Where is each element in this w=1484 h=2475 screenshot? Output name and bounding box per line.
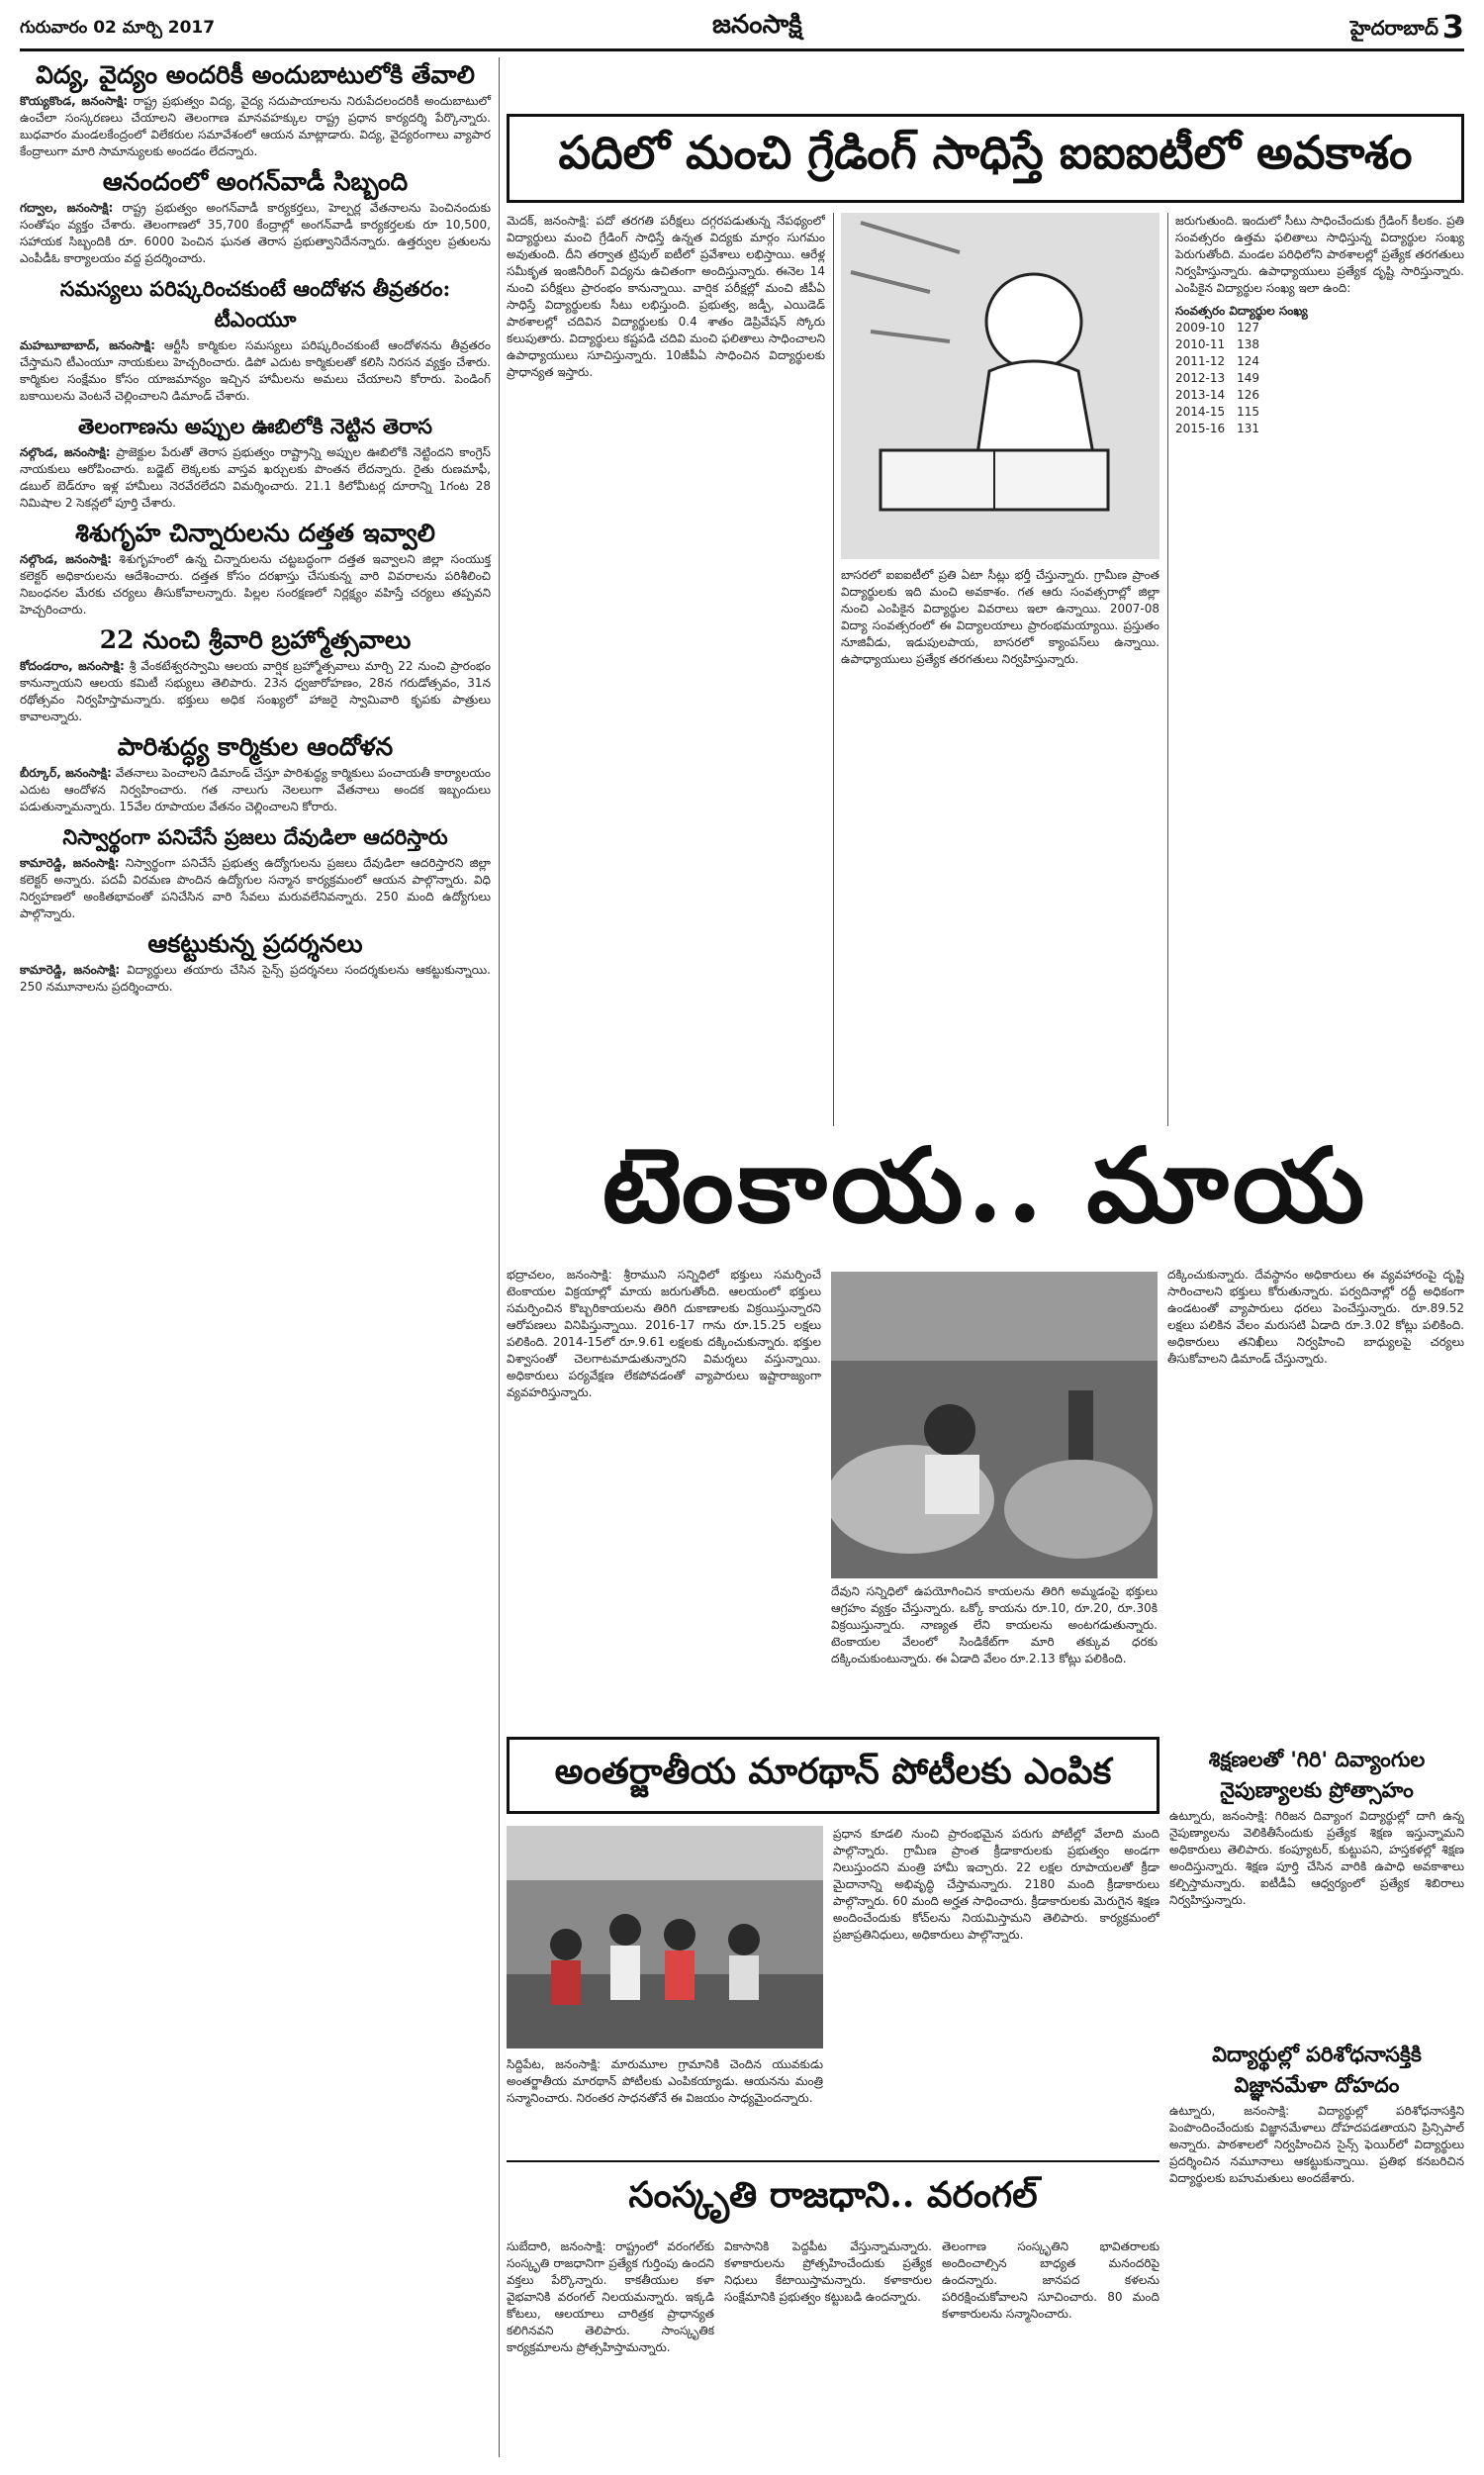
divyang-headline: శిక్షణలతో 'గిరి' దివ్యాంగుల నైపుణ్యాలకు ప్రోత్సాహం [1208, 1747, 1426, 1802]
science-story: విద్యార్థుల్లో పరిశోధనాసక్తికి విజ్ఞానమేళా దోహదం ఉట్నూరు, జనంసాక్షి: విద్యార్థుల్లో పరిశోధనాసక్తిని పెంపొందించేందుకు విజ్ఞానమేళాలు దోహదపడతాయని ప్రిన్సిపాల్ అన్నారు. పాఠశాలలో నిర్వహించిన సైన్స్ ఫెయిర్‌లో విద్యార్థులు ప్రదర్శించిన నమూనాలు ఆకట్టుకున్నాయి. ప్రతిభ కనబరిచిన విద్యార్థులకు బహుమతులు అందజేశారు. [1169, 2037, 1464, 2462]
left-story-headline: ఆకట్టుకున్న ప్రదర్శనలు [147, 929, 363, 958]
coconut-column-3: దక్కించుకున్నారు. దేవస్థానం అధికారులు ఈ వ్యవహారంపై దృష్టి సారించాలని భక్తులు కోరుతున్నారు. పర్వదినాల్లో రద్దీ అధికంగా ఉండటంతో వ్యాపారులు ధరలు పెంచేస్తున్నారు. రూ.89.52 లక్షలు పలికిన వేలం మరుసటి ఏడాది రూ.3.02 కోట్లు పలికింది. అధికారులు తనిఖీలు నిర్వహించి బాధ్యులపై చర్యలు తీసుకోవాలని డిమాండ్ చేస్తున్నారు. [1167, 1268, 1464, 1366]
table-year: 2012-13 [1175, 371, 1226, 385]
left-story-body: ప్రాజెక్టుల పేరుతో తెరాస ప్రభుత్వం రాష్ట్రాన్ని అప్పుల ఊబిలోకి నెట్టిందని కాంగ్రెస్ నాయకులు ఆరోపించారు. బడ్జెట్ లెక్కలకు వాస్తవ ఖర్చులకు పొంతన లేదన్నారు. రైతు రుణమాఫీ, డబుల్ బెడ్‌రూం ఇళ్ల హామీలు నెరవేరలేదని విమర్శించారు. 21.1 కిలోమీటర్ల దూరాన్ని 1గంట 28 నిమిషాల 2 సెకన్లలో పూర్తి చేశారు. [20, 445, 491, 510]
left-story-body: శ్రీ వేంకటేశ్వరస్వామి ఆలయ వార్షిక బ్రహ్మోత్సవాలు మార్చి 22 నుంచి ప్రారంభం కానున్నాయని ఆలయ కమిటీ సభ్యులు తెలిపారు. 23న ధ్వజారోహణం, 28న గరుడోత్సవం, 31న రథోత్సవం నిర్వహిస్తామన్నారు. భక్తులు అధిక సంఖ్యలో హాజరై స్వామివారి కృపకు పాత్రులు కావాలన్నారు. [20, 659, 491, 723]
warangal-headline-block [507, 2169, 1159, 2229]
left-story [20, 273, 491, 405]
left-story-body: వేతనాలు పెంచాలని డిమాండ్ చేస్తూ పారిశుద్ధ్య కార్మికులు పంచాయతీ కార్యాలయం ఎదుట ఆందోళన నిర్వహించారు. గత నాలుగు నెలలుగా వేతనాలు అందక ఇబ్బందులు పడుతున్నామన్నారు. 15వేల రూపాయల వేతనం చెల్లించాలని కోరారు. [20, 766, 491, 813]
left-story-body: ఆర్టీసీ కార్మికుల సమస్యలు పరిష్కరించకుంటే ఆందోళనను తీవ్రతరం చేస్తామని టీఎంయూ నాయకులు హెచ్చరించారు. డిపో ఎదుట కార్మికులతో కలిసి నిరసన వ్యక్తం చేశారు. కార్మికుల సంక్షేమం కోసం యాజమాన్యం ఇచ్చిన హామీలను అమలు చేయాలని కోరారు. పెండింగ్ బకాయిలను వెంటనే చెల్లించాలని డిమాండ్ చేశారు. [20, 338, 492, 403]
left-story-headline: నిస్వార్థంగా పనిచేసే ప్రజలు దేవుడిలా ఆదరిస్తారు [62, 824, 448, 849]
warangal-column-1: సుబేదారి, జనంసాక్షి: రాష్ట్రంలో వరంగల్‌కు సంస్కృతి రాజధానిగా ప్రత్యేక గుర్తింపు ఉందని వక్తలు పేర్కొన్నారు. కాకతీయుల కళా వైభవానికి వరంగల్ నిలయమన్నారు. ఇక్కడి కోటలు, ఆలయాలు చారిత్రక ప్రాధాన్యత కలిగినవని తెలిపారు. సాంస్కృతిక కార్యక్రమాలను ప్రోత్సహిస్తామన్నారు. [507, 2239, 714, 2354]
page-header [20, 8, 1464, 51]
left-story-headline: ఆనందంలో అంగన్‌వాడీ సిబ్బంది [102, 167, 409, 196]
left-story-dateline: నల్గొండ, జనంసాక్షి: [20, 445, 111, 459]
left-story [20, 821, 491, 922]
table-row [1175, 370, 1464, 387]
marathon-headline: అంతర్జాతీయ మారథాన్ పోటీలకు ఎంపిక [554, 1750, 1112, 1792]
marathon-body: ప్రధాన కూడలి నుంచి ప్రారంభమైన పరుగు పోటీల్లో వేలాది మంది పాల్గొన్నారు. గ్రామీణ ప్రాంత క్రీడాకారులకు ప్రభుత్వం అండగా నిలుస్తుందని మంత్రి హామీ ఇచ్చారు. 22 లక్షల రూపాయలతో క్రీడా మైదానాన్ని అభివృద్ధి చేస్తామన్నారు. 2180 మంది క్రీడాకారులు పాల్గొన్నారు. 60 మంది అర్హత సాధించారు. క్రీడాకారులకు మెరుగైన శిక్షణ అందించేందుకు కోచ్‌లను నియమిస్తామని తెలిపారు. కార్యక్రమంలో ప్రజాప్రతినిధులు, అధికారులు పాల్గొన్నారు. [833, 1827, 1159, 1942]
table-count: 115 [1237, 405, 1260, 419]
left-story [20, 411, 491, 512]
left-story [20, 624, 491, 725]
masthead-logo: జనంసాక్షి [712, 10, 802, 40]
table-row [1175, 404, 1464, 421]
left-story-dateline: కోదండరాం, జనంసాక్షి: [20, 659, 125, 673]
left-story-dateline: కామారెడ్డి, జనంసాక్షి: [20, 856, 120, 870]
coconut-headline: టెంకాయ.. మాయ [602, 1123, 1369, 1246]
left-story-body: విద్యార్థులు తయారు చేసిన సైన్స్ ప్రదర్శనలు సందర్శకులను ఆకట్టుకున్నాయి. 250 నమూనాలను ప్రదర్శించారు. [20, 963, 491, 994]
table-row [1175, 336, 1464, 353]
edition-city: హైదరాబాద్ [1349, 16, 1438, 40]
table-year: 2010-11 [1175, 337, 1226, 351]
table-year: 2009-10 [1175, 321, 1226, 334]
marathon-felicitation-photo [507, 1826, 823, 2048]
left-story-body: నిస్వార్థంగా పనిచేసే ప్రభుత్వ ఉద్యోగులను ప్రజలు దేవుడిలా ఆదరిస్తారని జిల్లా కలెక్టర్ అన్నారు. పదవీ విరమణ పొందిన ఉద్యోగుల సన్మాన కార్యక్రమంలో ఆయన పాల్గొన్నారు. విధి నిర్వహణలో అంకితభావంతో పనిచేసిన వారి సేవలు మరువలేనివన్నారు. 250 మంది ఉద్యోగులు పాల్గొన్నారు. [20, 856, 491, 920]
table-row [1175, 353, 1464, 370]
left-story-headline: 22 నుంచి శ్రీవారి బ్రహ్మోత్సవాలు [99, 625, 412, 654]
lead-column-3: జరుగుతుంది. ఇందులో సీటు సాధించేందుకు గ్రేడింగ్ కీలకం. ప్రతి సంవత్సరం ఉత్తమ ఫలితాలు సాధిస్తున్న విద్యార్థుల సంఖ్య పెరుగుతోంది. మండల పరిధిలోని పాఠశాలల్లో ప్రత్యేక తరగతులు నిర్వహిస్తున్నారు. ఉపాధ్యాయులు ప్రత్యేక దృష్టి సారిస్తున్నారు. ఎంపికైన విద్యార్థుల సంఖ్య ఇలా ఉంది: సంవత్సరం విద్యార్థుల సంఖ్య 2009-10 127 2010-11 138 2011-12 124 2012-13 149 2013-14 126 2014-15 115 2015-16 131 [1175, 214, 1464, 435]
left-story-dateline: గద్వాల, జనంసాక్షి: [20, 201, 114, 215]
left-story-headline: తెలంగాణను అప్పుల ఊబిలోకి నెట్టిన తెరాస [78, 414, 432, 438]
students-selected-table [1175, 320, 1464, 437]
lead-column-1: మెదక్, జనంసాక్షి: పదో తరగతి పరీక్షలు దగ్గరపడుతున్న నేపథ్యంలో విద్యార్థులు మంచి గ్రేడింగ్ సాధిస్తే ఉన్నత విద్యకు మార్గం సుగమం అవుతుంది. దీని తర్వాత ట్రిపుల్ ఐటీలో ప్రవేశాలు లభిస్తాయి. ఆరేళ్ల సమీకృత ఇంజినీరింగ్ విద్యను ఉచితంగా అందిస్తున్నారు. ఈనెల 14 నుంచి పరీక్షలు ప్రారంభం కానున్నాయి. వార్షిక పరీక్షల్లో మంచి జీపీఏ సాధిస్తే విద్యార్థులకు సీటు లభిస్తుంది. ప్రభుత్వ, జడ్పీ, ఎయిడెడ్ పాఠశాలల్లో చదివిన విద్యార్థులకు 0.4 శాతం డెప్రివేషన్ స్కోరు కలుపుతారు. విద్యార్థులు కష్టపడి చదివి మంచి ఫలితాలు సాధించాలని ఉపాధ్యాయులు సూచిస్తున్నారు. 10జీపీఏ సాధించిన విద్యార్థులకు ప్రాధాన్యత ఇస్తారు. [507, 214, 825, 379]
coconut-column-2: దేవుని సన్నిధిలో ఉపయోగించిన కాయలను తిరిగి అమ్మడంపై భక్తులు ఆగ్రహం వ్యక్తం చేస్తున్నారు. ఒక్కో కాయను రూ.10, రూ.20, రూ.30కి విక్రయిస్తున్నారు. నాణ్యత లేని కాయలను అంటగడుతున్నారు. టెంకాయల వేలంలో సిండికేట్‌గా మారి తక్కువ ధరకు దక్కించుకుంటున్నారు. ఈ ఏడాది వేలం రూ.2.13 కోట్లు పలికింది. [831, 1584, 1158, 1666]
table-year: 2013-14 [1175, 388, 1226, 402]
table-row [1175, 387, 1464, 404]
table-year: 2011-12 [1175, 354, 1226, 368]
table-row [1175, 320, 1464, 336]
left-story-dateline: బీర్కూర్, జనంసాక్షి: [20, 766, 112, 780]
left-story [20, 166, 491, 267]
table-year: 2015-16 [1175, 422, 1226, 435]
divyang-story: శిక్షణలతో 'గిరి' దివ్యాంగుల నైపుణ్యాలకు ప్రోత్సాహం ఉట్నూరు, జనంసాక్షి: గిరిజన దివ్యాంగ విద్యార్థుల్లో దాగి ఉన్న నైపుణ్యాలను వెలికితీసేందుకు ప్రత్యేక శిక్షణ ఇస్తున్నామని అధికారులు తెలిపారు. కంప్యూటర్, కుట్టుపని, హస్తకళల్లో శిక్షణ అందిస్తున్నారు. శిక్షణ పూర్తి చేసిన వారికి ఉపాధి అవకాశాలు కల్పిస్తామన్నారు. ఐటీడీఏ ఆధ్వర్యంలో ప్రత్యేక శిబిరాలు నిర్వహిస్తున్నారు. [1169, 1742, 1464, 2029]
left-story-headline: శిశుగృహ చిన్నారులను దత్తత ఇవ్వాలి [75, 519, 435, 547]
left-story-dateline: మహబూబాబాద్, జనంసాక్షి: [20, 338, 155, 352]
table-count: 126 [1237, 388, 1260, 402]
science-headline: విద్యార్థుల్లో పరిశోధనాసక్తికి విజ్ఞానమేళా దోహదం [1212, 2042, 1422, 2097]
lead-headline: పదిలో మంచి గ్రేడింగ్ సాధిస్తే ఐఐఐటీలో అవకాశం [558, 126, 1413, 179]
page-number: 3 [1441, 8, 1464, 46]
warangal-headline: సంస్కృతి రాజధాని.. వరంగల్ [628, 2173, 1038, 2216]
left-story [20, 731, 491, 815]
left-story-dateline: కామారెడ్డి, జనంసాక్షి: [20, 963, 121, 977]
left-story [20, 928, 491, 996]
coconut-column-1: భద్రాచలం, జనంసాక్షి: శ్రీరాముని సన్నిధిలో భక్తులు సమర్పించే టెంకాయల విక్రయాల్లో మాయ జరుగుతోంది. ఆలయంలో భక్తులు సమర్పించిన కొబ్బరికాయలను తిరిగి దుకాణాలకు విక్రయిస్తున్నారని ఆరోపణలు వినిపిస్తున్నాయి. 2016-17 గాను రూ.15.25 లక్షలు పలికింది. 2014-15లో రూ.9.61 లక్షలకు దక్కించుకున్నారు. భక్తుల విశ్వాసంతో చెలగాటమాడుతున్నారని విమర్శలు వస్తున్నాయి. అధికారులు పర్యవేక్షణ లేకపోవడంతో వ్యాపారులు ఇష్టారాజ్యంగా వ్యవహరిస్తున్నారు. [507, 1268, 821, 1399]
left-story [20, 518, 491, 619]
warangal-column-2: వికాసానికి పెద్దపీట వేస్తున్నామన్నారు. కళాకారులను ప్రోత్సహించేందుకు ప్రత్యేక నిధులు కేటాయిస్తామన్నారు. కళాకారుల సంక్షేమానికి ప్రభుత్వం కట్టుబడి ఉందన్నారు. [724, 2239, 932, 2304]
table-row [1175, 421, 1464, 437]
left-story [20, 59, 491, 160]
table-year: 2014-15 [1175, 405, 1226, 419]
issue-date: గురువారం 02 మార్చి 2017 [20, 18, 216, 38]
marathon-headline-box [507, 1737, 1159, 1814]
table-count: 131 [1237, 422, 1260, 435]
table-count: 149 [1237, 371, 1260, 385]
left-story-headline: సమస్యలు పరిష్కరించకుంటే ఆందోళన తీవ్రతరం: టీఎంయూ [59, 276, 451, 332]
lead-column-2: బాసరలో ఐఐఐటీలో ప్రతి ఏటా సీట్లు భర్తీ చేస్తున్నారు. గ్రామీణ ప్రాంత విద్యార్థులకు ఇది మంచి అవకాశం. గత ఆరు సంవత్సరాల్లో జిల్లా నుంచి ఎంపికైన విద్యార్థుల వివరాలు ఇలా ఉన్నాయి. 2007-08 విద్యా సంవత్సరంలో ఈ విద్యాలయాలు ప్రారంభమయ్యాయి. ప్రస్తుతం నూజివీడు, ఇడుపులపాయ, బాసరలో క్యాంపస్‌లు ఉన్నాయి. ఉపాధ్యాయులు ప్రత్యేక తరగతులు నిర్వహిస్తున్నారు. [841, 213, 1159, 1126]
marathon-caption: సిద్దిపేట, జనంసాక్షి: మారుమూల గ్రామానికి చెందిన యువకుడు అంతర్జాతీయ మారథాన్ పోటీలకు ఎంపికయ్యాడు. ఆయనను మంత్రి సన్మానించారు. నిరంతర సాధనతోనే ఈ విజయం సాధ్యమైందన్నారు. [507, 2057, 823, 2105]
left-story-headline: పారిశుద్ధ్య కార్మికుల ఆందోళన [117, 732, 394, 761]
left-story-dateline: కొయ్యకొండ, జనంసాక్షి: [20, 94, 129, 108]
table-count: 127 [1237, 321, 1260, 334]
lead-headline-box [507, 114, 1464, 203]
coconut-stall-photo [831, 1272, 1158, 1578]
table-count: 138 [1237, 337, 1260, 351]
warangal-column-3: తెలంగాణ సంస్కృతిని భావితరాలకు అందించాల్సిన బాధ్యత మనందరిపై ఉందన్నారు. జానపద కళలను పరిరక్షించుకోవాలని సూచించారు. 80 మంది కళాకారులను సన్మానించారు. [942, 2239, 1159, 2321]
left-story-body: రాష్ట్ర ప్రభుత్వం అంగన్‌వాడీ కార్యకర్తలు, హెల్పర్ల వేతనాలను పెంచినందుకు సంతోషం వ్యక్తం చేశారు. తెలంగాణలో 35,700 కేంద్రాల్లో అంగన్‌వాడీ కార్యకర్తలకు రూ 10,500, సహాయక సిబ్బందికి రూ. 6000 పెంచిన ఘనత తెరాస ప్రభుత్వానిదేనన్నారు. ఉత్తర్వుల ప్రతులను ఎంపీడీఓ కార్యాలయం వద్ద ప్రదర్శించారు. [20, 201, 492, 265]
lead-story [507, 114, 1464, 1126]
left-story-headline: విద్య, వైద్యం అందరికీ అందుబాటులోకి తేవాలి [36, 60, 475, 89]
left-story-body: శిశుగృహంలో ఉన్న చిన్నారులను చట్టబద్ధంగా దత్తత ఇవ్వాలని జిల్లా సంయుక్త కలెక్టర్ అధికారులను ఆదేశించారు. దత్తత కోసం దరఖాస్తు చేసుకున్న వారి వివరాలను పరిశీలించి నిబంధనల మేరకు చర్యలు తీసుకోవాలన్నారు. పిల్లల సంరక్షణలో నిర్లక్ష్యం వహిస్తే చర్యలు తప్పవని హెచ్చరించారు. [20, 552, 491, 617]
left-story-dateline: నల్గొండ, జనంసాక్షి: [20, 552, 112, 566]
student-sketch-illustration [841, 213, 1159, 559]
left-news-column [20, 57, 500, 2457]
table-count: 124 [1237, 354, 1260, 368]
coconut-headline-block [507, 1123, 1464, 1257]
left-story-body: రాష్ట్ర ప్రభుత్వం విద్య, వైద్య సదుపాయాలను నిరుపేదలందరికీ అందుబాటులో ఉంచేలా సంస్కరణలు చేయాలని తెలంగాణ మానవహక్కుల రాష్ట్ర ప్రధాన కార్యదర్శి పేర్కొన్నారు. బుధవారం మండలకేంద్రంలో విలేకరుల సమావేశంలో ఆయన మాట్లాడారు. విద్య, వైద్యరంగాలు వ్యాపార కేంద్రాలుగా మారి సామాన్యులకు అందడం లేదన్నారు. [20, 94, 491, 158]
